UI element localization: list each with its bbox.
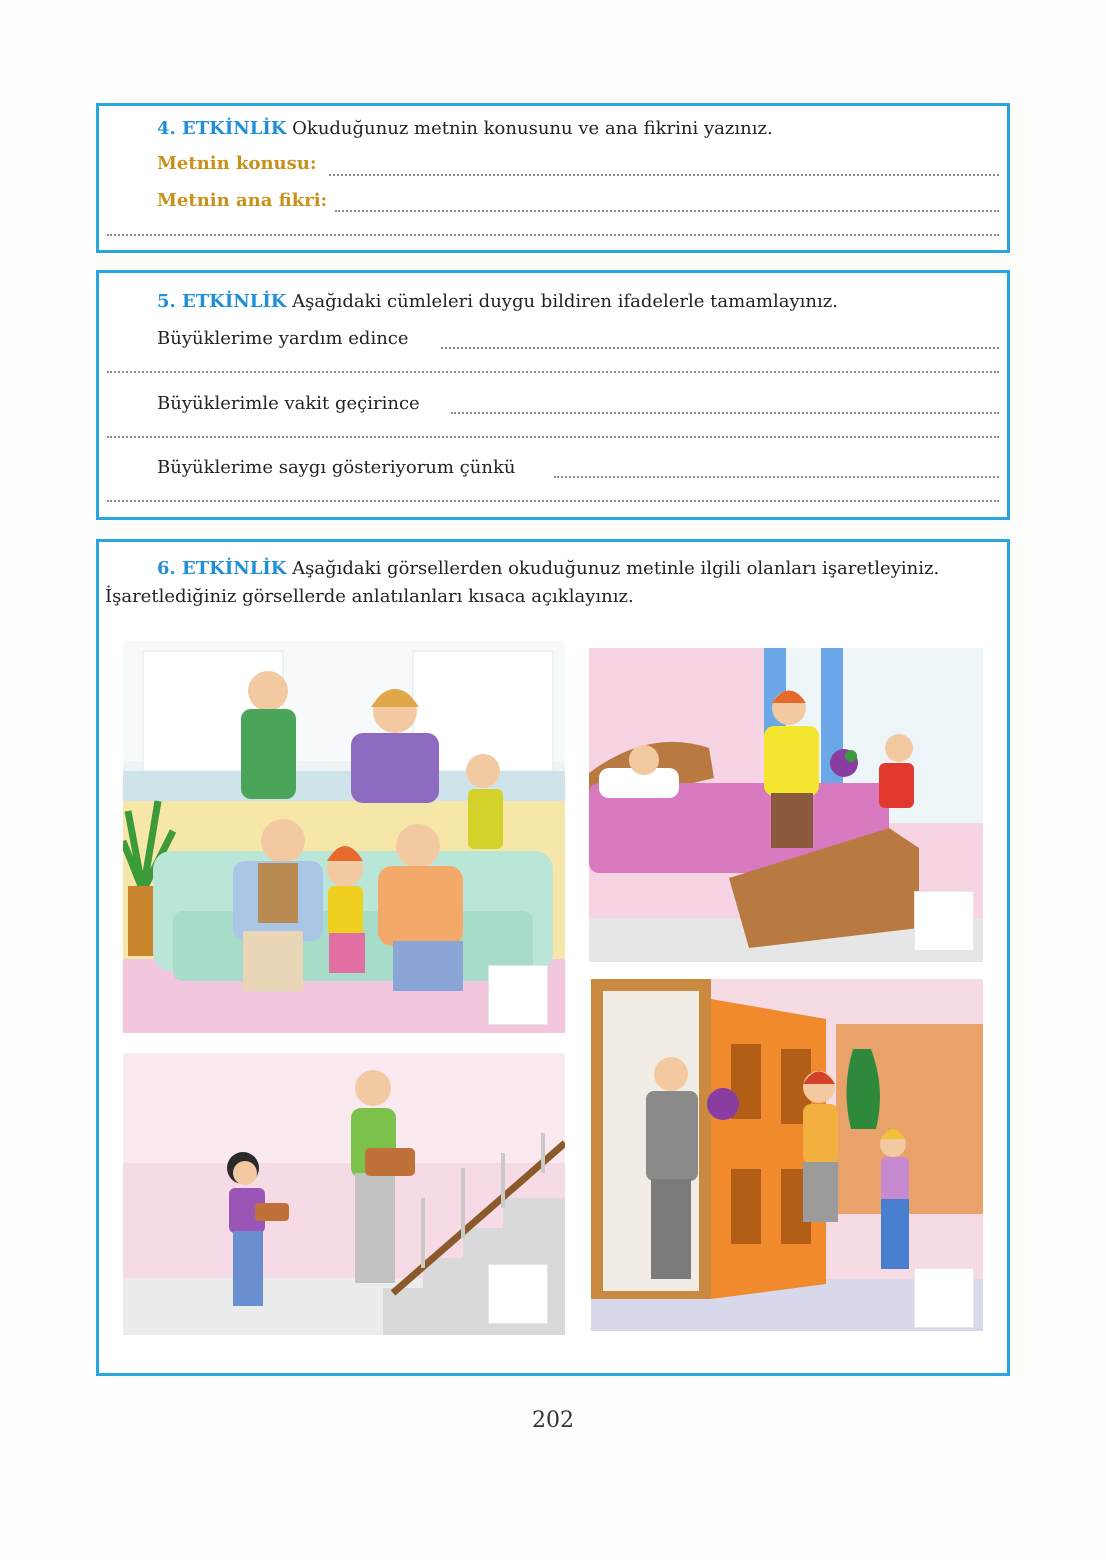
family-sofa-illustration — [123, 641, 565, 1033]
bed-visit-illustration — [589, 648, 983, 962]
page-number: 202 — [532, 1408, 574, 1433]
main-idea-label: Metnin ana fikri: — [157, 190, 328, 211]
sentence-3-answer-line[interactable] — [554, 476, 999, 478]
activity-6-instruction-1: Aşağıdaki görsellerden okuduğunuz metinle ilgili olanları işaretleyiniz. — [292, 558, 940, 579]
sentence-2: Büyüklerimle vakit geçirince — [157, 393, 420, 414]
picture-1-checkbox[interactable] — [489, 966, 547, 1024]
sentence-1-answer-line[interactable] — [441, 347, 999, 349]
sentence-1-answer-line-2[interactable] — [107, 371, 999, 373]
sentence-3-answer-line-2[interactable] — [107, 500, 999, 502]
carrying-wood-illustration — [123, 1053, 565, 1335]
activity-6-heading-line-1 — [157, 558, 939, 579]
picture-3-checkbox[interactable] — [489, 1265, 547, 1323]
picture-4-checkbox[interactable] — [915, 1269, 973, 1327]
activity-6-box — [96, 539, 1010, 1376]
door-visit-illustration — [591, 979, 983, 1331]
sentence-2-answer-line[interactable] — [451, 412, 999, 414]
activity-6-label: 6. ETKİNLİK — [157, 558, 287, 579]
activity-5-label: 5. ETKİNLİK — [157, 291, 287, 312]
main-idea-answer-line[interactable] — [335, 210, 999, 212]
topic-label: Metnin konusu: — [157, 153, 317, 174]
sentence-1: Büyüklerime yardım edince — [157, 328, 409, 349]
main-idea-answer-line-2[interactable] — [107, 234, 999, 236]
activity-5-heading — [157, 291, 838, 312]
activity-4-instruction: Okuduğunuz metnin konusunu ve ana fikrini yazınız. — [292, 118, 773, 139]
sentence-2-answer-line-2[interactable] — [107, 436, 999, 438]
activity-4-label: 4. ETKİNLİK — [157, 118, 287, 139]
sentence-3: Büyüklerime saygı gösteriyorum çünkü — [157, 457, 516, 478]
picture-2-checkbox[interactable] — [915, 892, 973, 950]
activity-5-box — [96, 270, 1010, 520]
activity-6-instruction-2: İşaretlediğiniz görsellerde anlatılanları kısaca açıklayınız. — [105, 586, 634, 607]
topic-answer-line[interactable] — [329, 174, 999, 176]
activity-5-instruction: Aşağıdaki cümleleri duygu bildiren ifadelerle tamamlayınız. — [292, 291, 838, 312]
activity-4-heading — [157, 118, 773, 139]
activity-4-box — [96, 103, 1010, 253]
